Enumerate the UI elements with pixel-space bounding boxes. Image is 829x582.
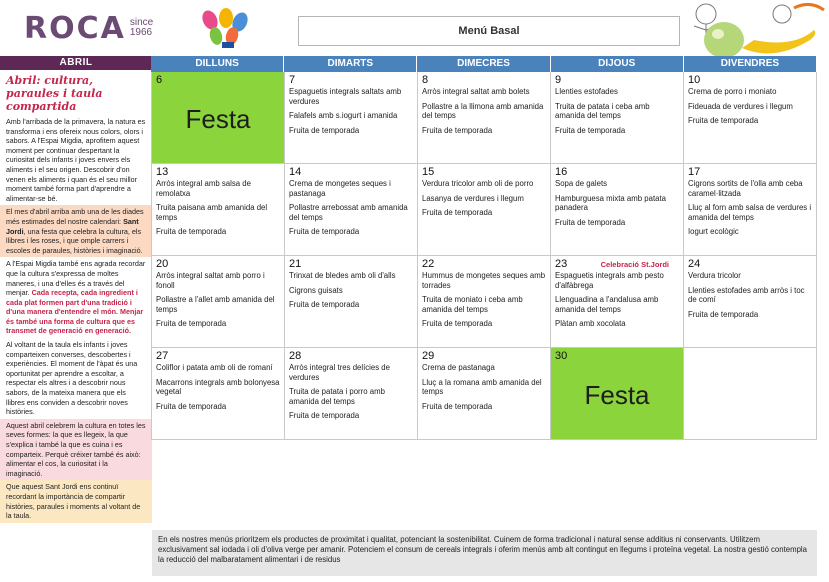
day-header: DIMARTS [284,56,417,72]
day-cell [418,72,551,164]
day-number: 24 [688,258,701,270]
day-number: 21 [289,258,302,270]
dish-item: Fruita de temporada [156,227,227,237]
day-number: 6 [156,74,163,86]
day-number: 23 [555,258,568,270]
dish-item: Fruita de temporada [555,217,626,227]
dish-item: Hamburguesa mixta amb patata panadera [555,193,666,213]
dish-item: Verdura tricolor amb oli de porro [422,179,534,188]
dish-item: Lluç a la romana amb amanida del temps [422,377,542,397]
empty-cell [684,348,817,440]
holiday-cell [152,72,285,164]
sidebar-paragraph-intro: Amb l'arribada de la primavera, la natura es transforma i ens ofereix nous colors, olors i sabors. A l'Espai Migdia, aprofitem aquest moment per continuar despertant la curiositat dels infants i joves envers els aliments i el seu origen. Descobrir d'on venen els aliments i quan és el seu millor moment també forma part d'aprendre a alimentar-se bé. [6,117,146,203]
dish-item: Macarrons integrals amb bolonyesa vegetal [156,377,280,397]
day-number: 14 [289,166,302,178]
sant-jordi-text-c: , una festa que celebra la cultura, els llibres i les roses, i que omple carrers i escoles de paraules, històries i imaginació. [6,226,143,255]
sidebar-paragraph-celebrate: Aquest abril celebrem la cultura en totes les seves formes: la que es llegeix, la que s'explica i també la que es cuina i es comparteix. Perquè créixer també és això: alimentar el cos, la curiositat i la imaginació. [0,419,152,481]
dish-item: Fruita de temporada [422,401,493,411]
calendar-weeks [151,72,817,440]
month-header: ABRIL [0,56,152,70]
dish-item: Llenguadina a l'andalusa amb amanida del temps [555,295,659,314]
day-cell [285,164,418,256]
dish-item: Fruita de temporada [422,208,493,218]
dish-item: Cigrons sortits de l'olla amb ceba caramel·litzada [688,179,803,198]
dish-item: Crema de porro i moniato [688,87,777,96]
day-cell [551,72,684,164]
sant-jordi-text-b: Sant Jordi [6,216,139,236]
day-cell [684,256,817,348]
dish-item: Truita de patata i porro amb amanida del temps [289,387,385,406]
sidebar [0,56,152,582]
day-cell [684,164,817,256]
day-number: 20 [156,258,169,270]
dish-item: Lluç al forn amb salsa de verdures i amanida del temps [688,203,812,222]
culture-text-a: A l'Espai Migdia també ens agrada recordar que la cultura s'expressa de moltes maneres, i una d'elles és a través del menjar. [6,259,146,298]
logo-since-label: since [129,17,154,28]
day-cell [285,256,418,348]
dish-item: Cigrons guisats [289,285,343,295]
dish-item: Truita de patata i ceba amb amanida del temps [555,101,650,121]
day-header-row [151,56,817,72]
dish-item: Arròs integral saltat amb bolets [422,87,530,96]
day-number: 30 [555,350,568,362]
dish-item: Crema de mongetes seques i pastanaga [289,179,391,198]
day-header: DIMECRES [417,56,550,72]
dish-item: Plàtan amb xocolata [555,319,626,329]
roca-logo [24,12,153,46]
dish-item: Crema de pastanaga [422,363,495,372]
day-number: 13 [156,166,169,178]
holiday-label: Festa [584,380,650,410]
calendar-week [151,72,817,164]
day-number: 15 [422,166,435,178]
dish-item: Espaguetis integrals amb pesto d'alfàbrega [555,271,664,290]
dish-item: Arròs integral saltat amb porro i fonoll [156,271,265,290]
day-number: 16 [555,166,568,178]
dish-item: Fruita de temporada [422,319,493,329]
sidebar-paragraph-culture [0,257,152,338]
hands-logo-icon [196,6,256,50]
day-cell [418,348,551,440]
dish-item: Fruita de temporada [555,125,626,135]
dish-item: Falafels amb s.iogurt i amanida [289,111,398,121]
sidebar-paragraph-table: Al voltant de la taula els infants i joves comparteixen converses, descobertes i experiències. El moment de l'àpat és una oportunitat per aprendre a escoltar, a respectar els altres i a descobrir nous sabors, de la mateixa manera que els llibres ens conviden a descobrir noves històries. [6,340,138,417]
sidebar-title: Abril: cultura, paraules i taula compartida [6,74,103,113]
day-cell [551,164,684,256]
day-number: 17 [688,166,701,178]
dish-item: Pollastre a la llimona amb amanida del temps [422,101,544,121]
dish-item: Pollastre arrebossat amb amanida del temps [289,203,408,222]
day-number: 10 [688,74,701,86]
day-number: 7 [289,74,296,86]
sidebar-paragraph-sant-jordi [0,205,152,257]
day-header: DIVENDRES [684,56,817,72]
day-number: 9 [555,74,562,86]
dish-item: Truita paisana amb amanida del temps [156,203,268,222]
dish-item: Verdura tricolor [688,271,741,280]
dish-item: Arròs integral tres delícies de verdures [289,363,390,382]
day-number: 29 [422,350,435,362]
day-cell [152,256,285,348]
day-header: DILLUNS [151,56,284,72]
day-cell [551,256,684,348]
day-number: 22 [422,258,435,270]
calendar-week [151,164,817,256]
holiday-label: Festa [185,104,251,134]
sidebar-paragraph-closing: Que aquest Sant Jordi ens continuï recordant la importància de compartir històries, paraules i moments al voltant de la taula. [0,480,152,522]
day-cell [418,164,551,256]
dish-item: Hummus de mongetes seques amb torrades [422,271,546,290]
dish-item: Iogurt ecològic [688,227,739,237]
dish-item: Fruita de temporada [289,125,360,135]
day-cell [285,348,418,440]
dish-item: Fruita de temporada [289,411,360,421]
sant-jordi-text-a: El mes d'abril arriba amb una de les diades més estimades del nostre calendari: [6,207,144,226]
fruit-illustration-icon [684,0,829,60]
menu-title: Menú Basal [298,16,680,46]
day-cell [684,72,817,164]
dish-item: Sopa de galets [555,179,608,188]
dish-item: Llenties estofades [555,87,618,96]
calendar-week [151,348,817,440]
day-cell [152,164,285,256]
dish-item: Truita de moniato i ceba amb amanida del temps [422,295,523,314]
dish-item: Fruita de temporada [688,309,759,319]
dish-item: Fruita de temporada [156,401,227,411]
dish-item: Fruita de temporada [688,116,759,126]
dish-item: Fruita de temporada [156,319,227,329]
holiday-cell [551,348,684,440]
dish-item: Trinxat de bledes amb oli d'alls [289,271,396,280]
culture-text-b: Cada recepta, cada ingredient i cada plat formen part d'una tradició i d'una manera d'entendre el món. Menjar és també una forma de cultura que es transmet de generació en generació. [6,288,144,336]
day-number: 27 [156,350,169,362]
header [0,0,829,56]
dish-item: Espaguetis integrals saltats amb verdures [289,87,402,106]
dish-item: Fruita de temporada [289,300,360,310]
day-cell [418,256,551,348]
day-cell [152,348,285,440]
logo-since [130,18,153,38]
dish-item: Pollastre a l'allet amb amanida del temps [156,295,275,314]
logo-wordmark: ROCA [24,11,126,46]
logo-year: 1966 [129,27,153,38]
menu-calendar [151,56,817,440]
footer-note: En els nostres menús prioritzem els productes de proximitat i qualitat, potenciant la sostenibilitat. Cuinem de forma tradicional i natural sense additius ni conservants. Utilitzem exclusivament sal iodada i oli d'oliva verge per amanir. Potenciem el consum de cereals integrals i oferim menús amb alt contingut en llegums i proteïna vegetal. La nostra gestió contempla la reducció del malbaratament alimentari i de residus [152,530,817,576]
day-cell [285,72,418,164]
dish-item: Arròs integral amb salsa de remolatxa [156,179,251,198]
day-number: 28 [289,350,302,362]
calendar-week [151,256,817,348]
day-header: DIJOUS [551,56,684,72]
dish-item: Fideuada de verdures i llegum [688,101,793,111]
dish-item: Lasanya de verdures i llegum [422,193,524,203]
event-label: Celebració St.Jordi [600,260,669,269]
dish-item: Fruita de temporada [422,125,493,135]
dish-item: Coliflor i patata amb oli de romaní [156,363,273,372]
dish-item: Fruita de temporada [289,227,360,237]
day-number: 8 [422,74,429,86]
dish-item: Llenties estofades amb arròs i toc de comí [688,285,805,305]
